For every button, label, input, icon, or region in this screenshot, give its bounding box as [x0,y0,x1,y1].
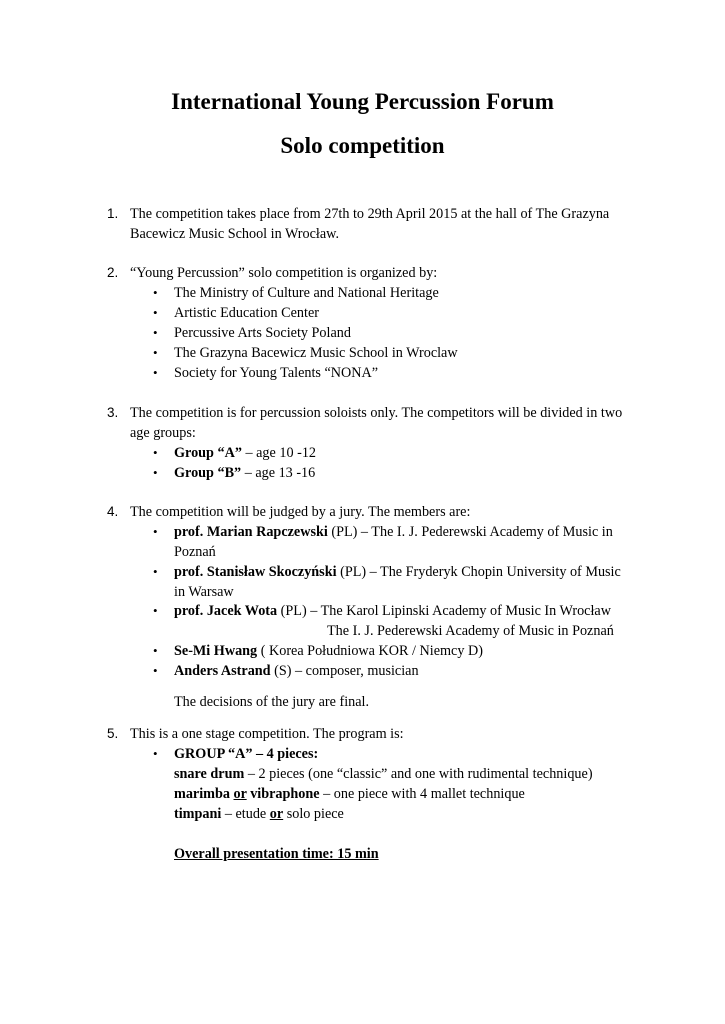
bullet-icon: • [153,524,158,539]
jury-member-affiliation-cont: in Warsaw [174,584,234,600]
or-emphasis: or [269,806,284,822]
jury-member-name: Anders Astrand [174,663,271,679]
bullet-icon: • [153,445,158,460]
organizer-item: Percussive Arts Society Poland [174,325,351,341]
bullet-icon: • [153,564,158,579]
section-2-intro: “Young Percussion” solo competition is organized by: [130,265,438,281]
instrument-name: timpani [174,806,222,822]
instrument-name: snare drum [174,766,245,782]
bullet-icon: • [153,603,158,618]
organizer-item: Artistic Education Center [174,305,319,321]
jury-member-affiliation: (PL) – The Karol Lipinski Academy of Music In Wrocław [277,603,611,619]
jury-member-affiliation: ( Korea Południowa KOR / Niemcy D) [257,643,483,659]
instrument-name: marimba [174,786,234,802]
section-1-line-1: The competition takes place from 27th to 29th April 2015 at the hall of The Grazyna [130,206,610,222]
organizer-item: The Grazyna Bacewicz Music School in Wroclaw [174,345,458,361]
section-1-line-2: Bacewicz Music School in Wrocław. [130,226,340,242]
age-group-item [174,443,316,463]
program-item-timpani [174,804,344,824]
document-title: International Young Percussion Forum [171,89,554,114]
organizer-item: The Ministry of Culture and National Heritage [174,285,439,301]
bullet-icon: • [153,365,158,380]
bullet-icon: • [153,345,158,360]
jury-member-name: prof. Jacek Wota [174,603,278,619]
bullet-icon: • [153,643,158,658]
bullet-icon: • [153,663,158,678]
jury-member [174,661,419,681]
jury-final-note: The decisions of the jury are final. [174,694,370,710]
age-group-range: – age 13 -16 [241,465,316,481]
jury-member [174,562,621,582]
jury-member [174,641,483,661]
jury-member-affiliation-cont: Poznań [174,544,216,560]
program-item-snare [174,764,593,784]
document-subtitle: Solo competition [280,133,445,158]
bullet-icon: • [153,285,158,300]
age-group-name: Group “B” [174,465,242,481]
age-group-item [174,463,315,483]
overall-presentation-time: Overall presentation time: 15 min [174,846,379,862]
instrument-name: vibraphone [246,786,320,802]
jury-member [174,522,613,542]
jury-member-affiliation: (PL) – The I. J. Pederewski Academy of Music in [327,524,613,540]
jury-member [174,601,611,621]
section-3-number: 3. [107,405,119,420]
instrument-requirement: – 2 pieces (one “classic” and one with rudimental technique) [244,766,593,782]
jury-member-name: prof. Marian Rapczewski [174,524,328,540]
age-group-range: – age 10 -12 [241,445,317,461]
section-3-line-2: age groups: [130,425,196,441]
or-emphasis: or [233,786,247,802]
section-1-number: 1. [107,206,119,221]
instrument-requirement: solo piece [283,806,344,822]
section-5-intro: This is a one stage competition. The program is: [130,726,404,742]
program-item-marimba [174,784,525,804]
section-4-number: 4. [107,504,119,519]
organizer-item: Society for Young Talents “NONA” [174,365,379,381]
jury-member-name: prof. Stanisław Skoczyński [174,564,337,580]
jury-member-affiliation-cont: The I. J. Pederewski Academy of Music in Poznań [327,623,614,639]
age-group-name: Group “A” [174,445,242,461]
bullet-icon: • [153,325,158,340]
jury-member-name: Se-Mi Hwang [174,643,258,659]
section-3-line-1: The competition is for percussion soloists only. The competitors will be divided in two [130,405,623,421]
bullet-icon: • [153,465,158,480]
section-4-intro: The competition will be judged by a jury. The members are: [130,504,471,520]
instrument-requirement: – etude [221,806,270,822]
bullet-icon: • [153,305,158,320]
program-group-heading: GROUP “A” – 4 pieces: [174,746,319,762]
section-5-number: 5. [107,726,119,741]
jury-member-affiliation: (PL) – The Fryderyk Chopin University of Music [336,564,621,580]
section-2-number: 2. [107,265,119,280]
jury-member-affiliation: (S) – composer, musician [270,663,419,679]
bullet-icon: • [153,746,158,761]
instrument-requirement: – one piece with 4 mallet technique [319,786,525,802]
